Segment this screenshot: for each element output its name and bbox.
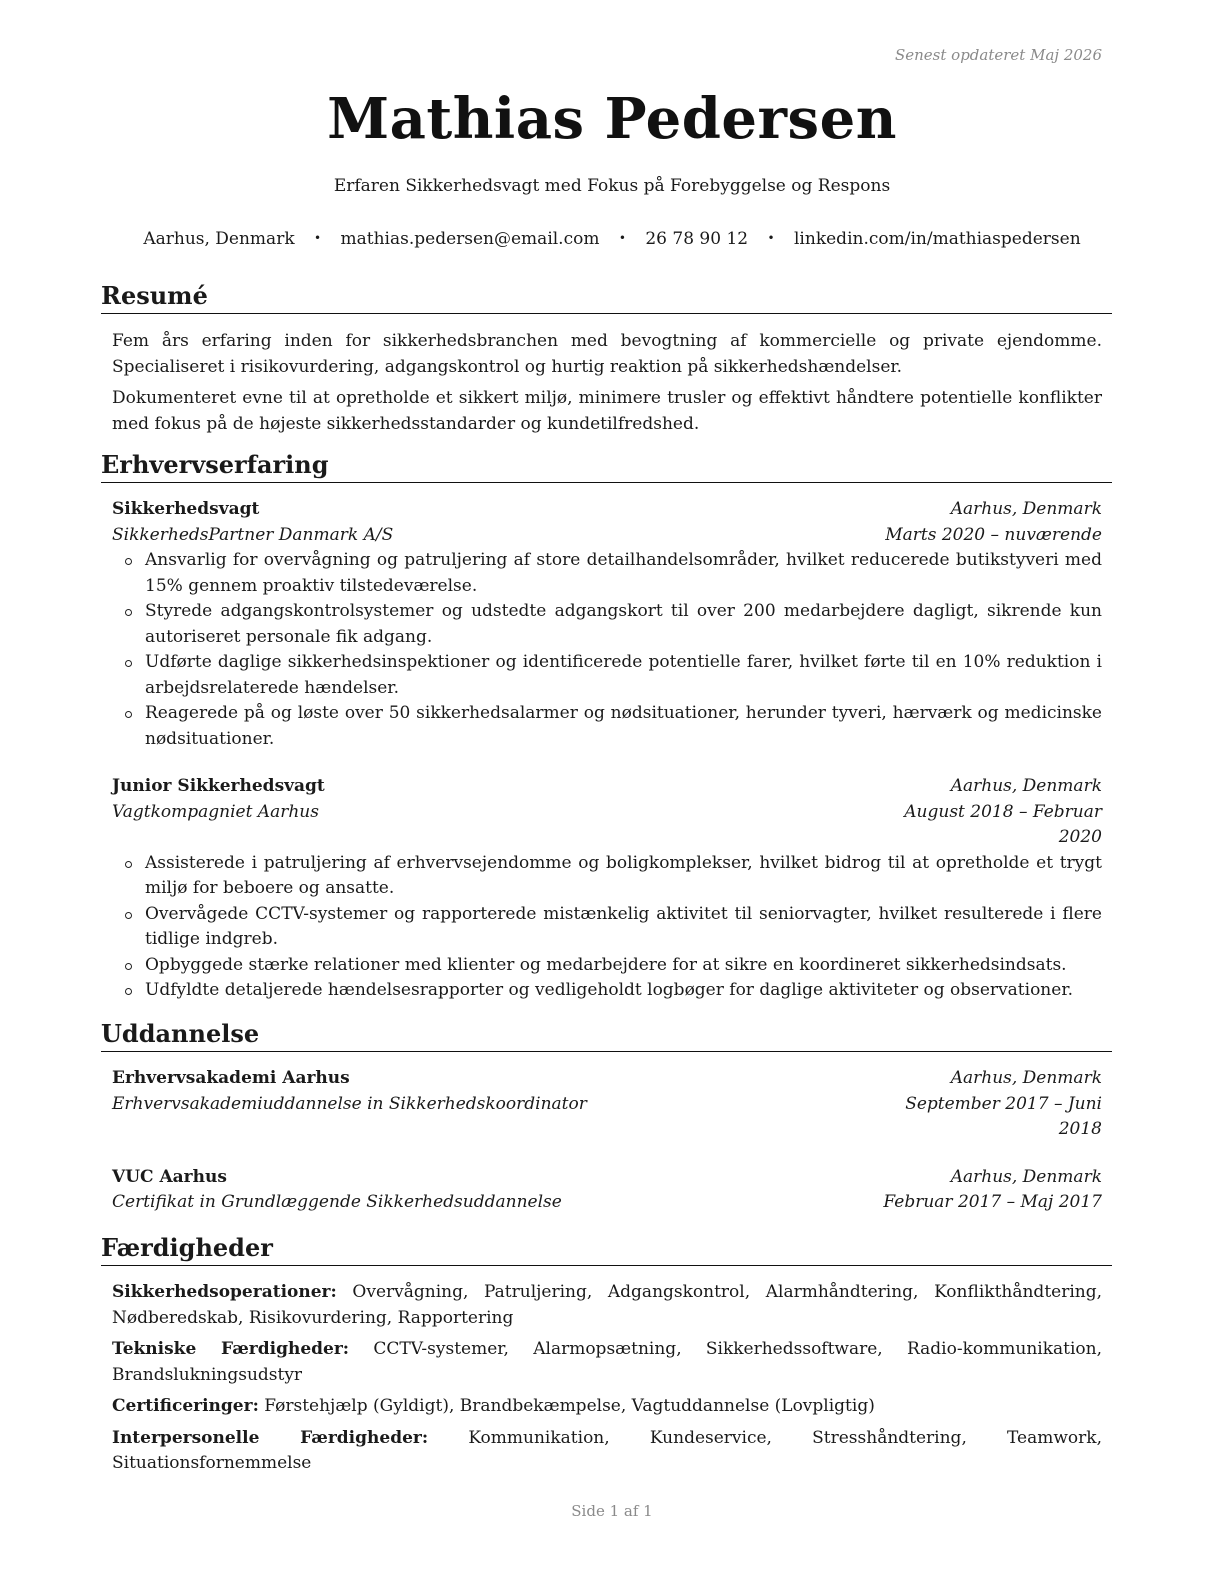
section-title: Resumé: [101, 281, 1112, 314]
school-name: Erhvervsakademi Aarhus: [112, 1068, 350, 1088]
contact-location: Aarhus, Denmark: [143, 229, 295, 249]
skill-value: Kommunikation, Kundeservice, Stresshåndtering, Teamwork, Situationsfornemmelse: [112, 1427, 1102, 1473]
degree: Erhvervsakademiuddannelse in Sikkerhedskoordinator: [112, 1093, 587, 1114]
education-entry: [112, 1165, 1102, 1216]
list-item: Opbyggede stærke relationer med klienter og medarbejdere for at sikre en koordineret sikkerhedsindsats.: [112, 953, 1102, 979]
skill-value: Overvågning, Patruljering, Adgangskontrol, Alarmhåndtering, Konflikthåndtering, Nødberedskab, Risikovurdering, Rapportering: [112, 1282, 1103, 1328]
list-item: Styrede adgangskontrolsystemer og udstedte adgangskort til over 200 medarbejdere dagligt, sikrende kun autoriseret personale fik adgang.: [112, 599, 1102, 650]
job-entry: [112, 774, 1102, 1004]
education-header-row: [112, 1066, 1102, 1092]
bullet-separator: •: [314, 231, 322, 245]
list-item: Overvågede CCTV-systemer og rapporterede mistænkelig aktivitet til seniorvagter, hvilket resulterede i flere tidlige indgreb.: [112, 902, 1102, 953]
degree: Certifikat in Grundlæggende Sikkerhedsuddannelse: [112, 1192, 562, 1212]
skill-label: Sikkerhedsoperationer:: [112, 1282, 337, 1302]
contact-line: [0, 229, 1224, 249]
job-entry: [112, 497, 1102, 752]
skill-line: [112, 1426, 1102, 1477]
job-company: SikkerhedsPartner Danmark A/S: [112, 524, 394, 545]
job-dates: August 2018 – Februar 2020: [904, 801, 1102, 847]
skill-line: [112, 1280, 1102, 1331]
job-location: Aarhus, Denmark: [950, 776, 1102, 796]
list-item: Udfyldte detaljerede hændelsesrapporter og vedligeholdt logbøger for daglige aktiviteter og observationer.: [112, 978, 1102, 1004]
list-item: Reagerede på og løste over 50 sikkerhedsalarmer og nødsituationer, herunder tyveri, hærværk og medicinske nødsituationer.: [112, 701, 1102, 752]
skill-label: Tekniske Færdigheder:: [112, 1339, 350, 1359]
job-header-row: [112, 497, 1102, 523]
skill-value: CCTV-systemer, Alarmopsætning, Sikkerhedssoftware, Radio-kommunikation, Brandslukningsudstyr: [112, 1339, 1103, 1385]
contact-linkedin[interactable]: linkedin.com/in/mathiaspedersen: [794, 229, 1081, 249]
job-subheader-row: [112, 523, 1102, 549]
experience-section: [101, 450, 1112, 1004]
bullet-separator: •: [618, 231, 626, 245]
education-subheader-row: [112, 1190, 1102, 1216]
list-item: Assisterede i patruljering af erhvervsejendomme og boligkomplekser, hvilket bidrog til at opretholde et trygt miljø for beboere og ansatte.: [112, 851, 1102, 902]
page-number: Side 1 af 1: [571, 1502, 653, 1520]
job-header-row: [112, 774, 1102, 800]
list-item: Ansvarlig for overvågning og patruljering af store detailhandelsområder, hvilket reducerede butikstyveri med 15% gennem proaktiv tilstedeværelse.: [112, 548, 1102, 599]
education-dates: Februar 2017 – Maj 2017: [883, 1192, 1102, 1212]
section-title: Færdigheder: [101, 1233, 1112, 1266]
job-dates: Marts 2020 – nuværende: [885, 524, 1102, 545]
job-bullets: [112, 851, 1102, 1004]
school-name: VUC Aarhus: [112, 1166, 227, 1187]
education-dates: September 2017 – Juni 2018: [905, 1093, 1102, 1139]
last-updated-note: Senest opdateret Maj 2026: [894, 46, 1102, 64]
skill-line: [112, 1337, 1102, 1388]
education-header-row: [112, 1165, 1102, 1191]
job-company: Vagtkompagniet Aarhus: [112, 801, 319, 822]
job-bullets: [112, 548, 1102, 752]
education-subheader-row: [112, 1092, 1102, 1143]
summary-section: [101, 281, 1112, 437]
skill-line: [112, 1394, 1102, 1420]
tagline: Erfaren Sikkerhedsvagt med Fokus på Forebyggelse og Respons: [333, 176, 891, 196]
school-location: Aarhus, Denmark: [950, 1166, 1102, 1187]
contact-phone: 26 78 90 12: [645, 229, 749, 249]
education-entry: [112, 1066, 1102, 1143]
skill-label: Certificeringer:: [112, 1396, 259, 1416]
school-location: Aarhus, Denmark: [950, 1068, 1102, 1088]
bullet-separator: •: [767, 231, 775, 245]
job-role: Sikkerhedsvagt: [112, 499, 260, 519]
contact-email[interactable]: mathias.pedersen@email.com: [340, 229, 600, 249]
list-item: Udførte daglige sikkerhedsinspektioner og identificerede potentielle farer, hvilket førte til en 10% reduktion i arbejdsrelaterede hændelser.: [112, 650, 1102, 701]
section-title: Erhvervserfaring: [101, 450, 1112, 483]
job-role: Junior Sikkerhedsvagt: [112, 776, 325, 796]
candidate-name: Mathias Pedersen: [327, 86, 897, 152]
education-section: [101, 1019, 1112, 1216]
skill-label: Interpersonelle Færdigheder:: [112, 1427, 429, 1448]
job-location: Aarhus, Denmark: [950, 499, 1102, 519]
skills-section: [101, 1233, 1112, 1477]
job-subheader-row: [112, 800, 1102, 851]
skill-value: Førstehjælp (Gyldigt), Brandbekæmpelse, Vagtuddannelse (Lovpligtig): [264, 1396, 875, 1416]
summary-paragraph: Fem års erfaring inden for sikkerhedsbranchen med bevogtning af kommercielle og private ejendomme. Specialiseret i risikovurdering, adgangskontrol og hurtig reaktion på sikkerhedshændelser.: [112, 331, 1102, 377]
section-title: Uddannelse: [101, 1019, 1112, 1052]
summary-paragraph: Dokumenteret evne til at opretholde et sikkert miljø, minimere trusler og effektivt håndtere potentielle konflikter med fokus på de højeste sikkerhedsstandarder og kundetilfredshed.: [112, 388, 1102, 434]
